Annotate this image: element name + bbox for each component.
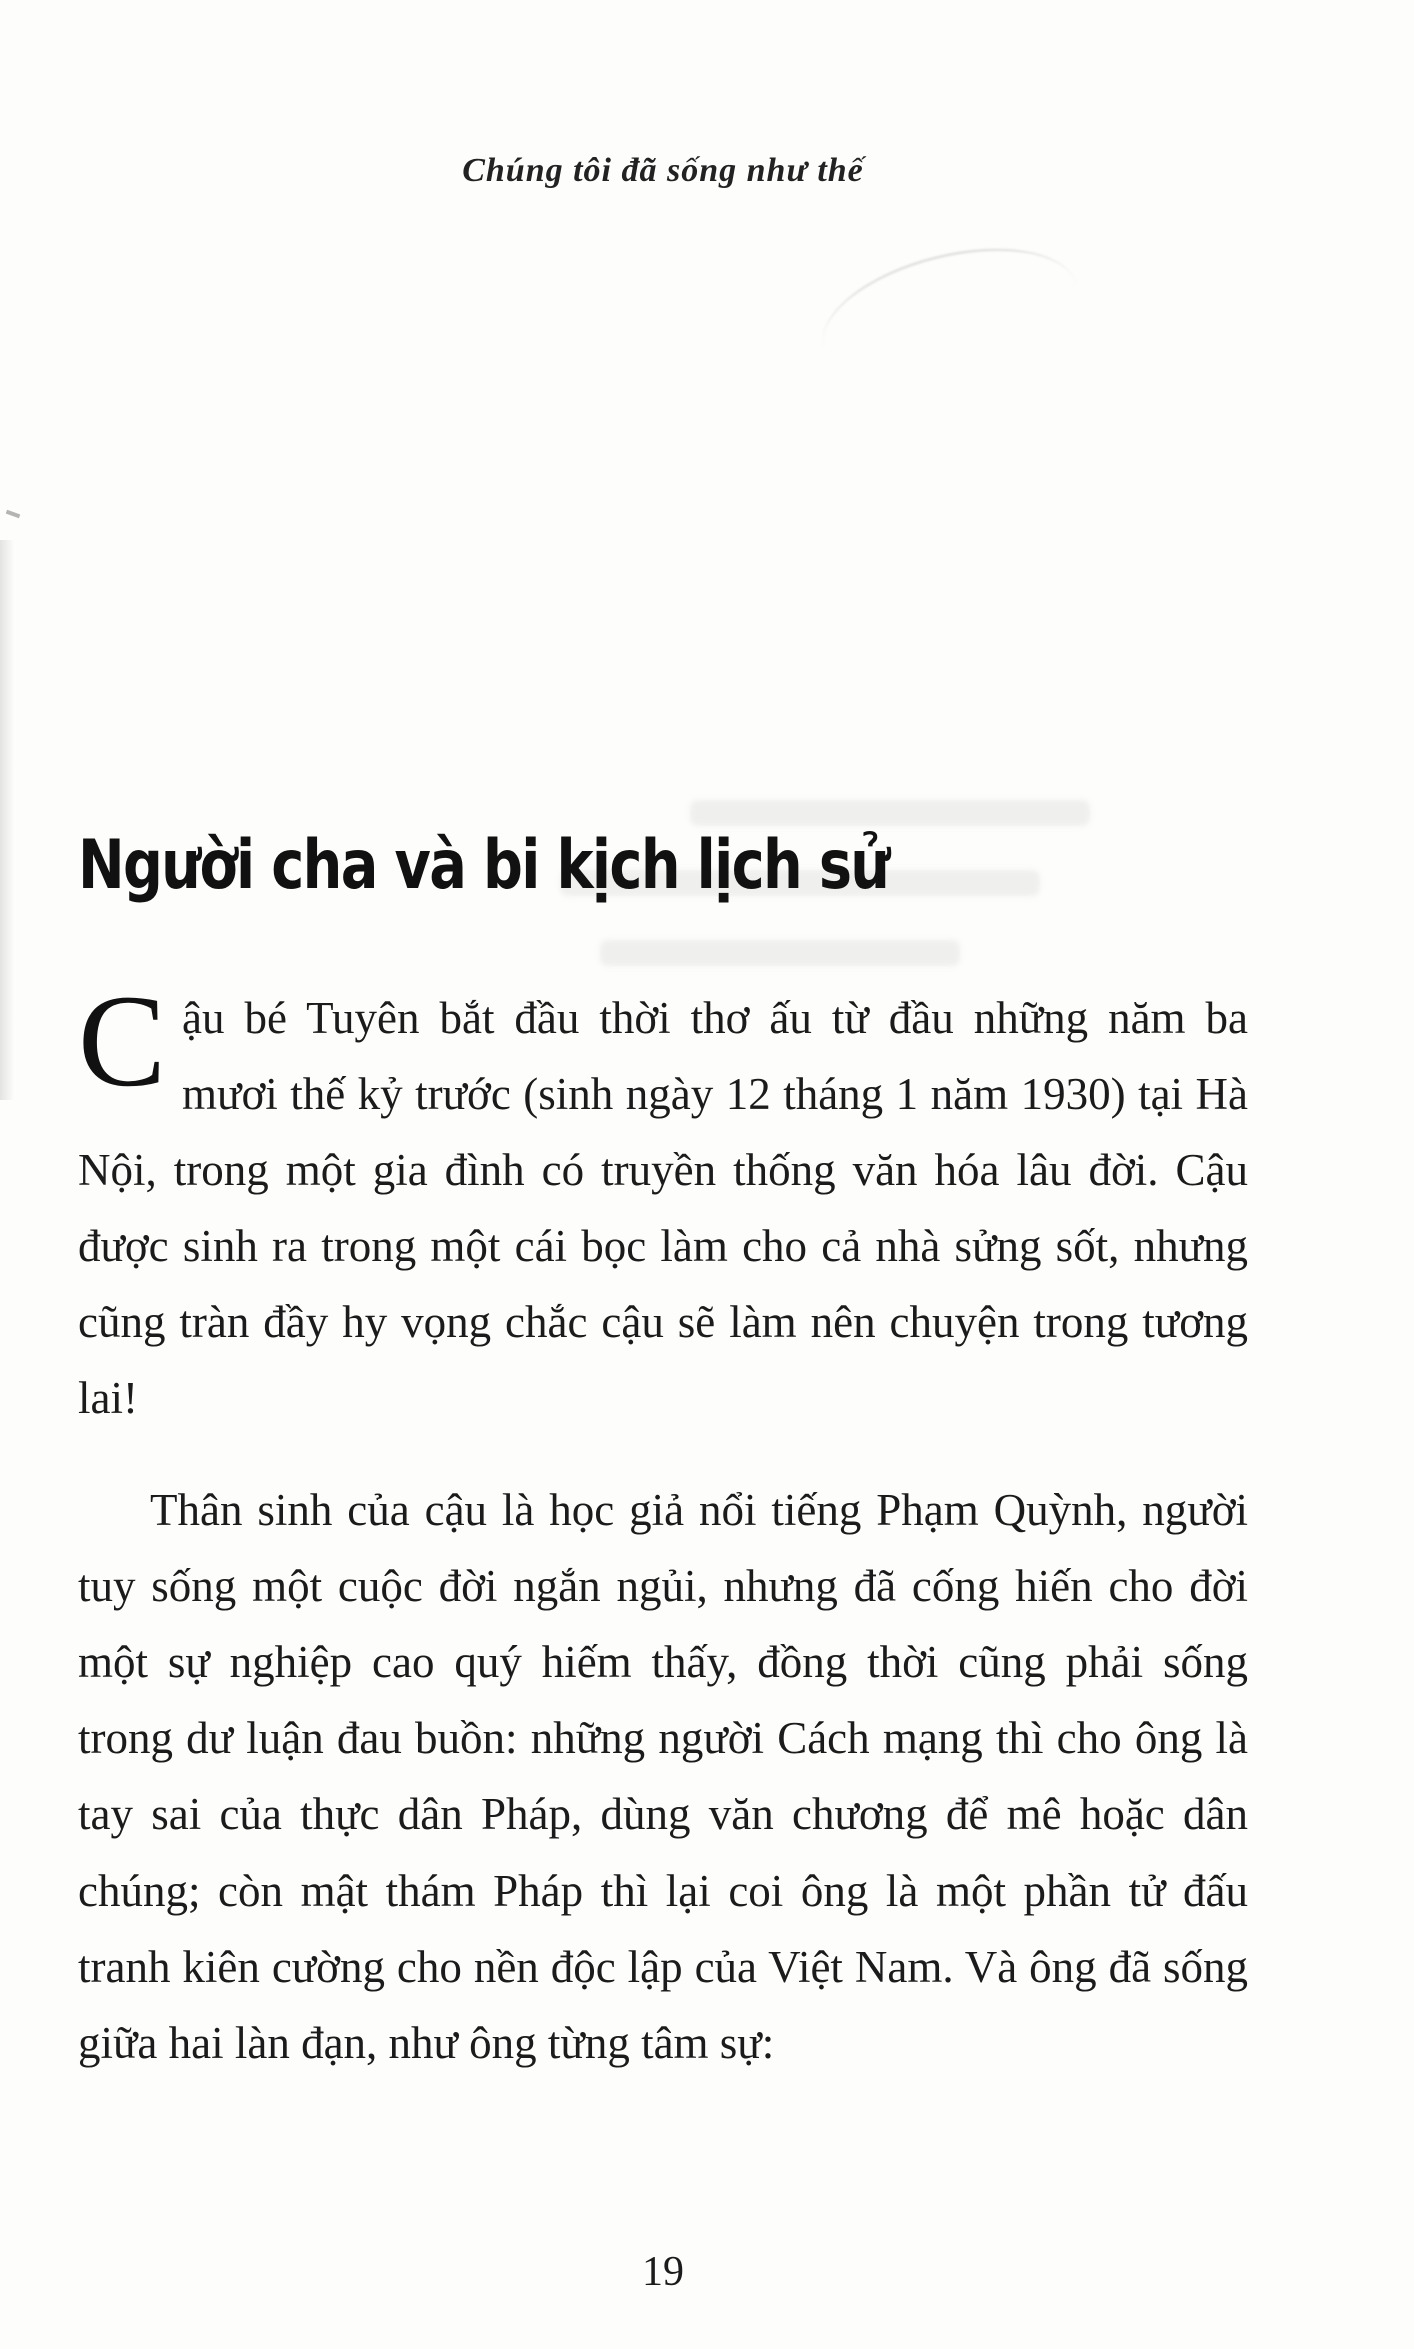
scan-left-shadow [0,540,14,1100]
drop-cap-letter: C [78,967,167,1114]
body-text [78,967,1248,2081]
chapter-title: Người cha và bi kịch lịch sử [78,825,889,905]
scan-edge-mark [6,510,21,519]
paragraph-text: Thân sinh của cậu là học giả nổi tiếng Phạm Quỳnh, người tuy sống một cuộc đời ngắn ngủi, nhưng đã cống hiến cho đời một sự nghiệp cao quý hiếm thấy, đồng thời cũng phải sống trong dư luận đau buồn: những người Cách mạng thì cho ông là tay sai của thực dân Pháp, dùng văn chương để mê hoặc dân chúng; còn mật thám Pháp thì lại coi ông là một phần tử đấu tranh kiên cường cho nền độc lập của Việt Nam. Và ông đã sống giữa hai làn đạn, như ông từng tâm sự: [78,1485,1248,2068]
page-content [78,0,1248,2349]
paragraph-text: ậu bé Tuyên bắt đầu thời thơ ấu từ đầu những năm ba mươi thế kỷ trước (sinh ngày 12 tháng 1 năm 1930) tại Hà Nội, trong một gia đình có truyền thống văn hóa lâu đời. Cậu được sinh ra trong một cái bọc làm cho cả nhà sửng sốt, nhưng cũng tràn đầy hy vọng chắc cậu sẽ làm nên chuyện trong tương lai! [78,993,1248,1424]
page-number: 19 [642,2249,684,2295]
running-header: Chúng tôi đã sống như thế [462,152,864,189]
paragraph [78,1472,1248,2080]
paragraph [78,967,1248,1436]
